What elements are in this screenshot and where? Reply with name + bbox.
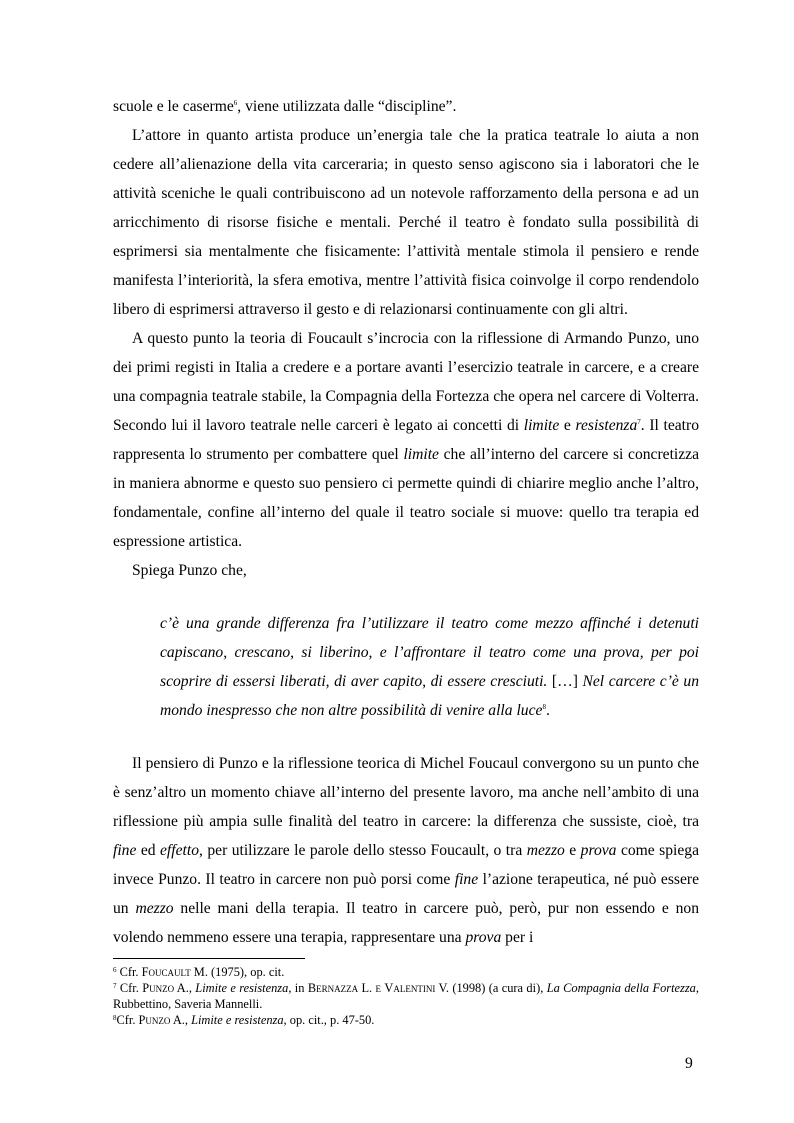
italic-term: resistenza [575,417,638,434]
text-run: V. (1998) (a cura di), [435,981,547,995]
footnote-number: 7 [113,982,117,990]
text-run: nelle mani della terapia. Il teatro in carcere può, però, pur non essendo e non volendo nemmeno essere una terapia, rappresentare una [113,900,700,946]
author-name: Punzo [142,981,175,995]
work-title: Limite e resistenza [191,1013,284,1027]
work-title: Limite e resistenza [195,981,289,995]
italic-term: mezzo [526,842,565,859]
text-run: L. [358,981,376,995]
text-run: Cfr. [116,981,143,995]
quote-ellipsis: […] [547,673,583,690]
paragraph-2: L’attore in quanto artista produce un’energia tale che la pratica teatrale lo aiuta a non cedere all’alienazione della vita carceraria; in questo senso agiscono sia i laboratori che le attività sceniche le quali contribuiscono ad un notevole rafforzamento della persona e ad un arricchimento di risorse fisiche e mentali. Perché il teatro è fondato sulla possibilità di esprimersi sia mentalmente che fisicamente: l’attività mentale stimola il pensiero e rende manifesta l’interiorità, la sfera emotiva, mentre l’attività fisica coinvolge il corpo rendendolo libero di esprimersi attraverso il gesto e di relazionarsi continuamente con gli altri. [113,127,699,318]
text-run: Cfr. [116,1013,139,1027]
paragraph-1 [113,92,699,121]
text-run: che all’interno del carcere si concretizza in maniera abnorme e questo suo pensiero ci permette quindi di chiarire meglio anche l’altro, fondamentale, confine all’interno del quale il teatro sociale si muove: quello tra terapia ed espressione artistica. [113,446,700,550]
author-name: Punzo [138,1013,171,1027]
text-run: A., [170,1013,192,1027]
text-run: , per utilizzare le parole dello stesso Foucault, o tra [199,842,527,859]
paragraph-5 [113,749,699,952]
text-run: ed [136,842,161,859]
italic-term: fine [113,842,137,859]
footnote-separator [113,958,305,959]
text-run: e [559,417,576,434]
text-run: per i [501,929,534,946]
footnotes [113,964,699,1028]
italic-term: effetto [160,842,199,859]
text-run: e [564,842,581,859]
footnote-6 [113,964,699,980]
text-run: Il pensiero di Punzo e la riflessione teorica di Michel Foucaul convergono su un punto che è senz’altro un momento chiave all’interno del presente lavoro, ma anche nell’ambito di una riflessione più ampia sulle finalità del teatro in carcere: la differenza che sussiste, cioè, tra [113,755,699,830]
text-run: M. (1975), op. cit. [190,965,285,979]
footnote-ref-7: 7 [637,418,641,426]
footnote-number: 6 [113,966,117,974]
quote-text: c’è una grande differenza fra l’utilizzare il teatro come mezzo affinché i detenuti capiscano, crescano, si liberino, e l’affrontare il teatro come una prova, per poi scoprire di essersi liberati, di aver capito, di essere cresciuti. [160,615,699,690]
italic-term: prova [465,929,502,946]
text-run: A., [174,981,196,995]
text-run: . Il teatro rappresenta lo strumento per combattere quel [113,417,700,463]
italic-term: prova [580,842,617,859]
footnote-number: 8 [113,1014,117,1022]
italic-term: limite [523,417,560,434]
paragraph-3 [113,324,699,556]
text-run: , in [288,981,308,995]
quote-text: Nel carcere c’è un mondo inespresso che non altre possibilità di venire alla luce [160,673,699,719]
text-run: , Rubbettino, Saveria Mannelli. [113,981,699,1011]
work-title: La Compagnia della Fortezza [546,981,696,995]
text-run: e [375,981,382,995]
body-text [113,92,699,952]
page-number: 9 [685,1055,693,1072]
footnote-7 [113,980,699,1012]
author-name: Foucault [141,965,191,979]
italic-term: mezzo [135,900,174,917]
text-run: scuole e le caserme [113,98,234,115]
text-run: , viene utilizzata dalle “discipline”. [237,98,457,115]
text-run: , op. cit., p. 47-50. [283,1013,375,1027]
footnote-8 [113,1012,699,1028]
footnote-ref-6: 6 [233,99,238,107]
text-run: A questo punto la teoria di Foucault s’incrocia con la riflessione di Armando Punzo, uno dei primi registi in Italia a credere e a portare avanti l’esercizio teatrale in carcere, e a creare una compagnia teatrale stabile, la Compagnia della Fortezza che opera nel carcere di Volterra. Secondo lui il lavoro teatrale nelle carceri è legato ai concetti di [113,330,699,434]
italic-term: fine [454,871,479,888]
block-quote [160,609,699,725]
footnote-ref-8: 8 [542,703,546,711]
paragraph-4: Spiega Punzo che, [132,562,247,579]
text-run: come spiega invece Punzo. Il teatro in carcere non può porsi come [113,842,699,888]
quote-end: . [545,702,550,719]
italic-term: limite [403,446,439,463]
text-run: Cfr. [116,965,142,979]
author-name: Bernazza [307,981,359,995]
author-name: Valentini [384,981,436,995]
text-run: l’azione terapeutica, né può essere un [113,871,699,917]
